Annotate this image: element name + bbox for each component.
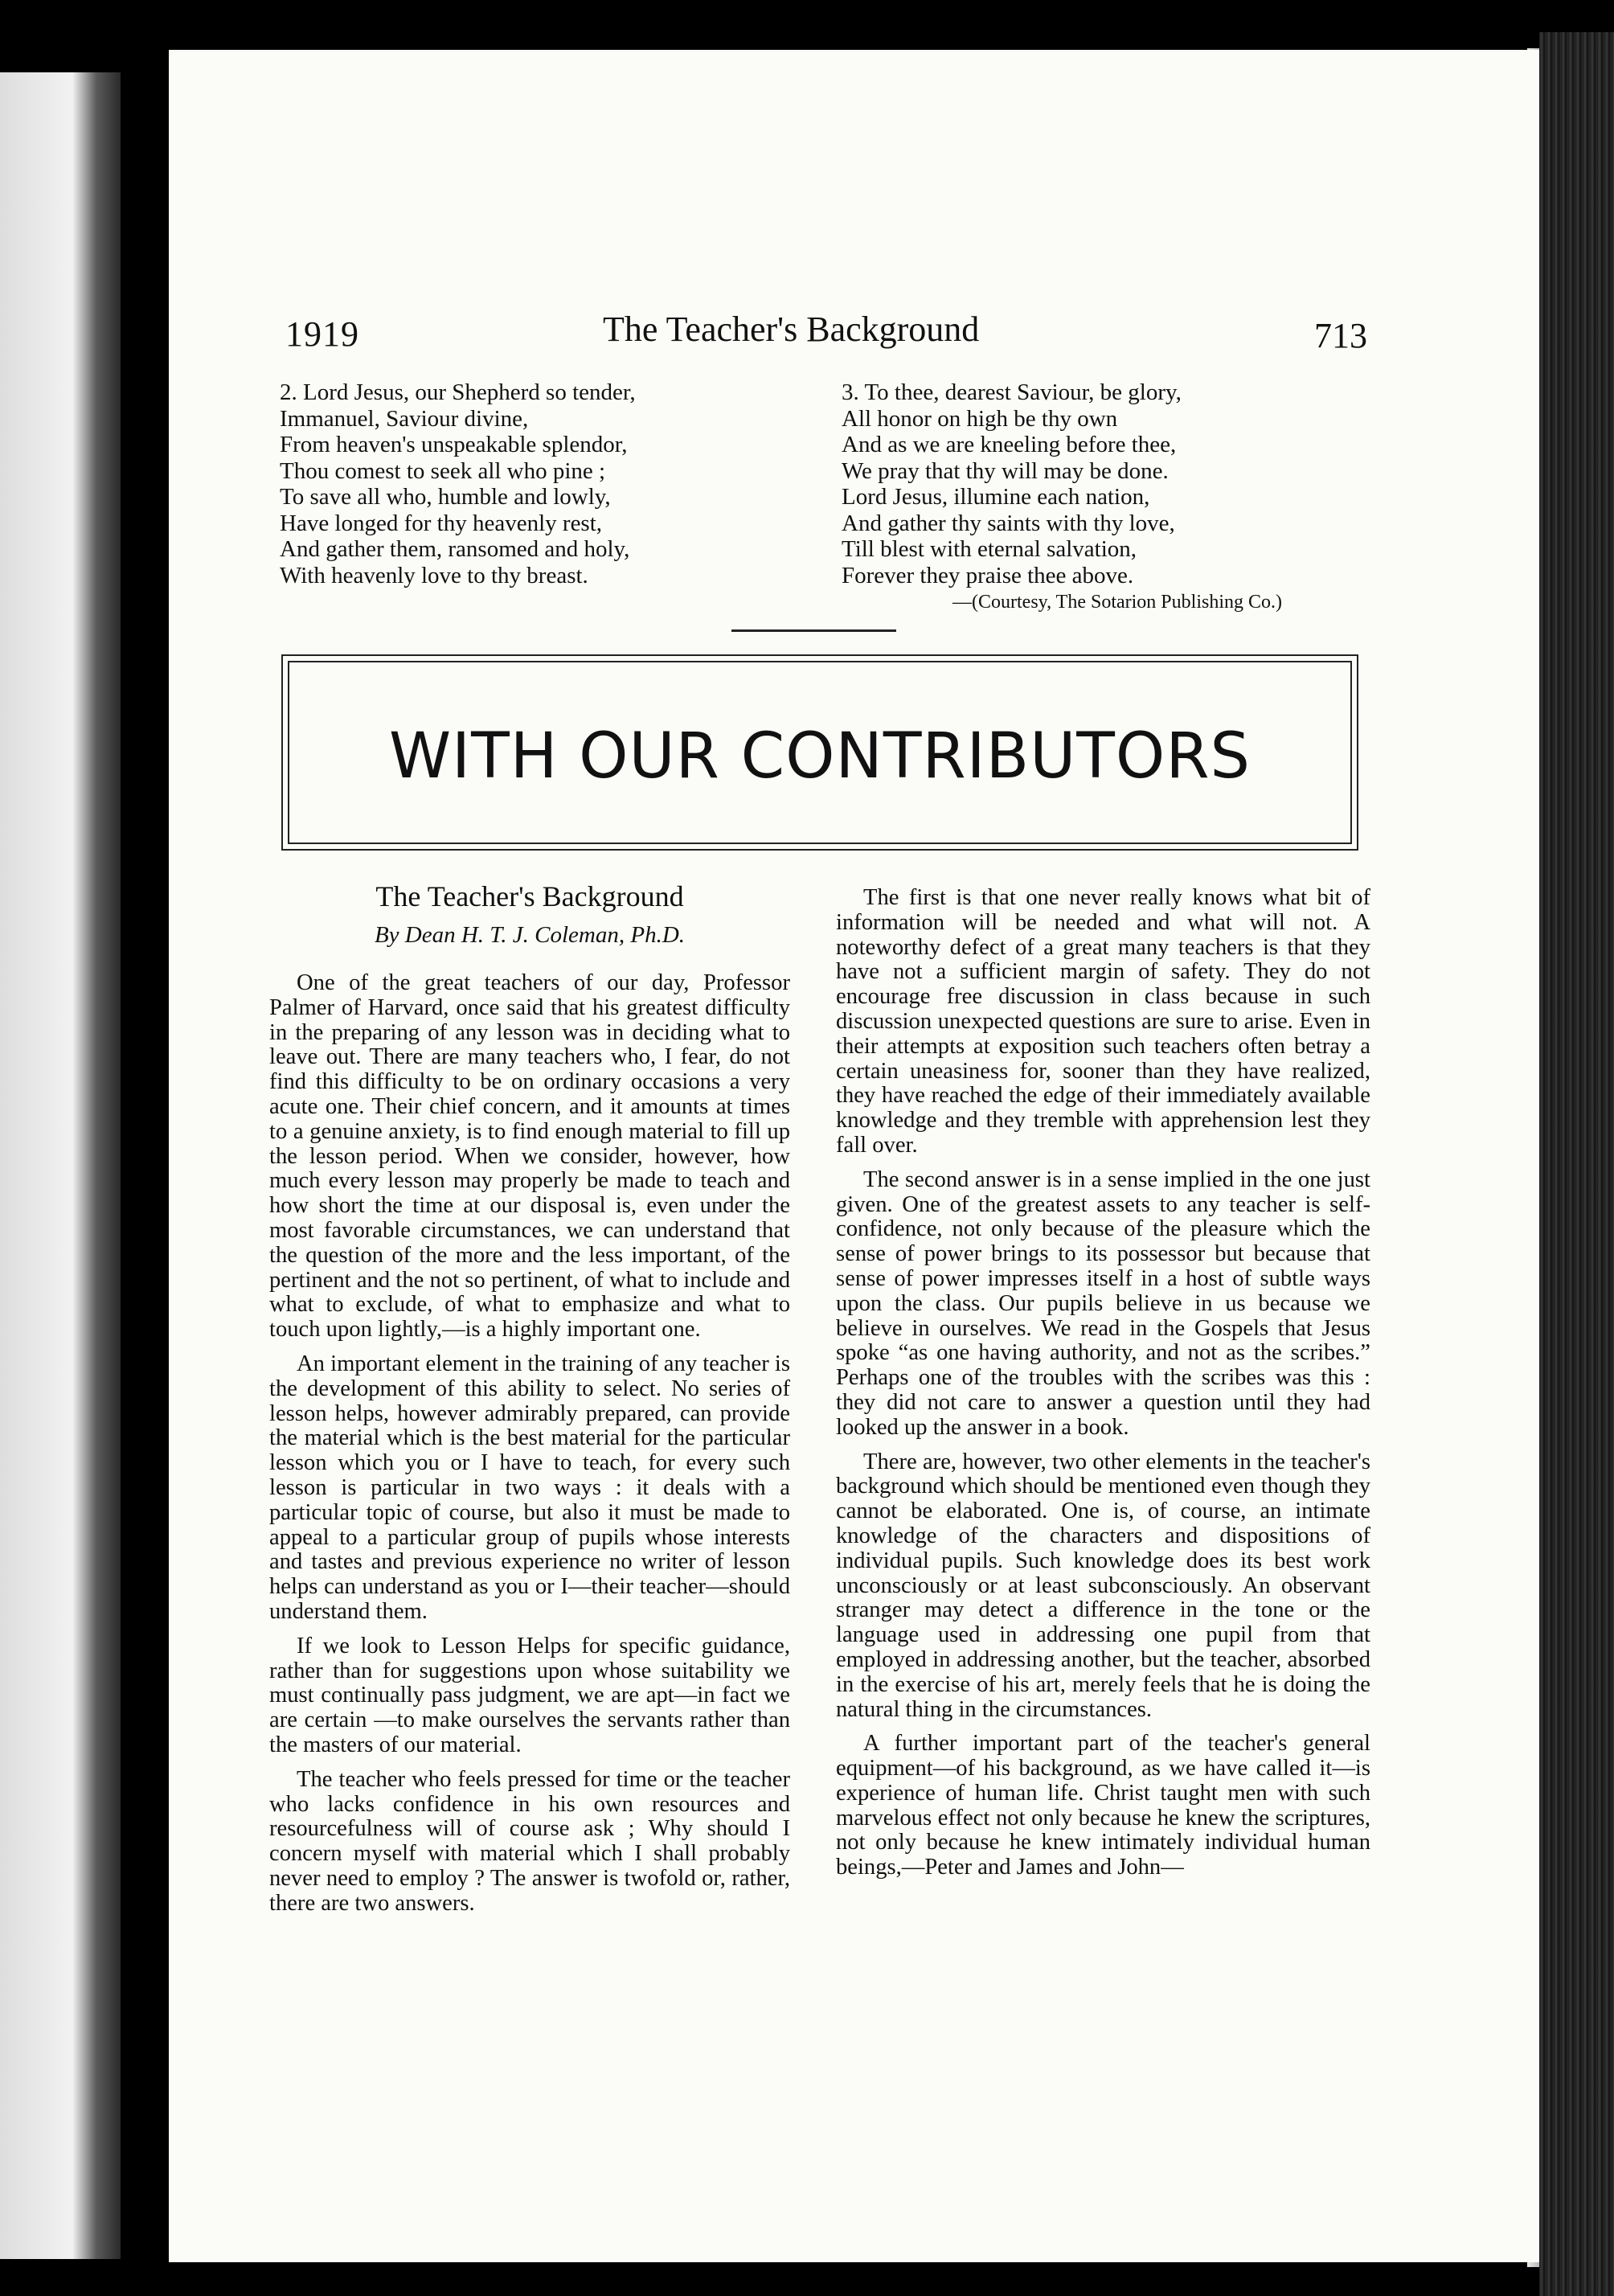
article-title: The Teacher's Background bbox=[375, 880, 684, 912]
paragraph: The teacher who feels pressed for time or the teacher who lacks confidence in his own resources and resourcefulness will of course ask ; Why should I concern myself with material which I shall probably never need to employ ? The answer is twofold or, rather, there are two answers. bbox=[269, 1766, 790, 1916]
section-divider bbox=[731, 629, 896, 632]
paragraph: There are, however, two other elements in the teacher's background which should be mentioned even though they cannot be elaborated. One is, of course, an intimate knowledge of the characters and dispositions of individual pupils. Such knowledge does its best work unconsciously or at least subconsciously. An observant stranger may detect a difference in the tone or the language used in addressing one pupil from that employed in addressing another, but the teacher, absorbed in the exercise of his art, merely feels that he is doing the natural thing in the circumstances. bbox=[836, 1449, 1370, 1722]
paragraph: If we look to Lesson Helps for specific guidance, rather than for suggestions upon whose suitability we must continually pass judgment, we are apt—in fact we are certain —to make ourselves the servants rather than the masters of our material. bbox=[269, 1633, 790, 1757]
paragraph: The first is that one never really knows what bit of information will be needed and what will not. A noteworthy defect of a great many teachers is that they have not a sufficient margin of safety. They do not encourage free discussion in class because in such discussion unexpected questions are sure to arise. Even in their attempts at exposition such teachers often betray a certain uneasiness for, sooner than they have realized, they have reached the edge of their immediately available knowledge and they tremble with apprehension lest they fall over. bbox=[836, 885, 1370, 1158]
verse-line: 2. Lord Jesus, our Shepherd so tender, bbox=[280, 379, 636, 405]
article-column-right bbox=[836, 886, 1370, 1890]
verse-line: And gather them, ransomed and holy, bbox=[280, 536, 630, 562]
paragraph: An important element in the training of any teacher is the development of this ability to select. No series of lesson helps, however admirably prepared, can provide the material which is the best material for the particular lesson which you or I have to teach, for every such lesson is particular in two ways : it deals with a particular topic of course, but also it must be made to appeal to a particular group of pupils whose interests and tastes and previous experience no writer of lesson helps can understand as you or I—their teacher—should understand them. bbox=[269, 1351, 790, 1624]
running-header-year: 1919 bbox=[285, 314, 359, 354]
verse-line: Thou comest to seek all who pine ; bbox=[280, 457, 606, 484]
paragraph: One of the great teachers of our day, Professor Palmer of Harvard, once said that his greatest difficulty in the preparing of any lesson was in deciding what to leave out. There are many teachers who, I fear, do not find this difficulty to be on ordinary occasions a very acute one. Their chief concern, and it amounts at times to a genuine anxiety, is to find enough material to fill up the lesson period. When we consider, however, how much every lesson may properly be made to teach and how short the time at our disposal is, even under the most favorable circumstances, we can understand that the question of the more and the less important, of the pertinent and the not so pertinent, of what to include and what to exclude, of what to emphasize and what to touch upon lightly,—is a highly important one. bbox=[269, 970, 790, 1343]
verse-line: And gather thy saints with thy love, bbox=[842, 510, 1175, 536]
verse-line: 3. To thee, dearest Saviour, be glory, bbox=[842, 379, 1182, 405]
page bbox=[169, 50, 1539, 2262]
verse-line: Lord Jesus, illumine each nation, bbox=[842, 484, 1150, 510]
hymn-verse-2 bbox=[280, 379, 794, 588]
verse-line: With heavenly love to thy breast. bbox=[280, 562, 588, 588]
verse-line: We pray that thy will may be done. bbox=[842, 457, 1169, 484]
paragraph: The second answer is in a sense implied in the one just given. One of the greatest assets to any teacher is self-confidence, not only because of the pleasure which the sense of power brings to its possessor but because that sense of power impresses itself in a host of subtle ways upon the class. Our pupils believe in us because we believe in ourselves. We read in the Gospels that Jesus spoke “as one having authority, and not as the scribes.” Perhaps one of the troubles with the scribes was this : they did not care to answer a question until they had looked up the answer in a book. bbox=[836, 1166, 1370, 1440]
article-byline: By Dean H. T. J. Coleman, Ph.D. bbox=[374, 922, 686, 948]
verse-line: Till blest with eternal salvation, bbox=[842, 536, 1137, 562]
article-column-left bbox=[269, 971, 790, 1925]
banner-inner-border bbox=[288, 661, 1352, 844]
page-number: 713 bbox=[1314, 316, 1367, 355]
section-banner bbox=[281, 654, 1358, 851]
verse-line: From heaven's unspeakable splendor, bbox=[280, 432, 628, 457]
verse-line: Immanuel, Saviour divine, bbox=[280, 405, 529, 432]
paragraph: A further important part of the teacher's general equipment—of his background, as we have called it—is experience of human life. Christ taught men with such marvelous effect not only because he knew the scriptures, not only because he knew intimately individual human beings,—Peter and James and John— bbox=[836, 1731, 1370, 1880]
hymn-verse-3 bbox=[842, 379, 1388, 588]
banner-title: WITH OUR CONTRIBUTORS bbox=[388, 720, 1251, 793]
book-binding-edge bbox=[1539, 32, 1614, 2296]
previous-page-edge bbox=[0, 72, 121, 2259]
verse-line: Have longed for thy heavenly rest, bbox=[280, 510, 603, 536]
verse-line: Forever they praise thee above. bbox=[842, 562, 1134, 588]
verse-line: All honor on high be thy own bbox=[842, 405, 1118, 432]
hymn-courtesy-credit: —(Courtesy, The Sotarion Publishing Co.) bbox=[952, 592, 1282, 613]
running-header-title: The Teacher's Background bbox=[603, 310, 980, 349]
verse-line: And as we are kneeling before thee, bbox=[842, 432, 1177, 457]
verse-line: To save all who, humble and lowly, bbox=[280, 484, 611, 510]
